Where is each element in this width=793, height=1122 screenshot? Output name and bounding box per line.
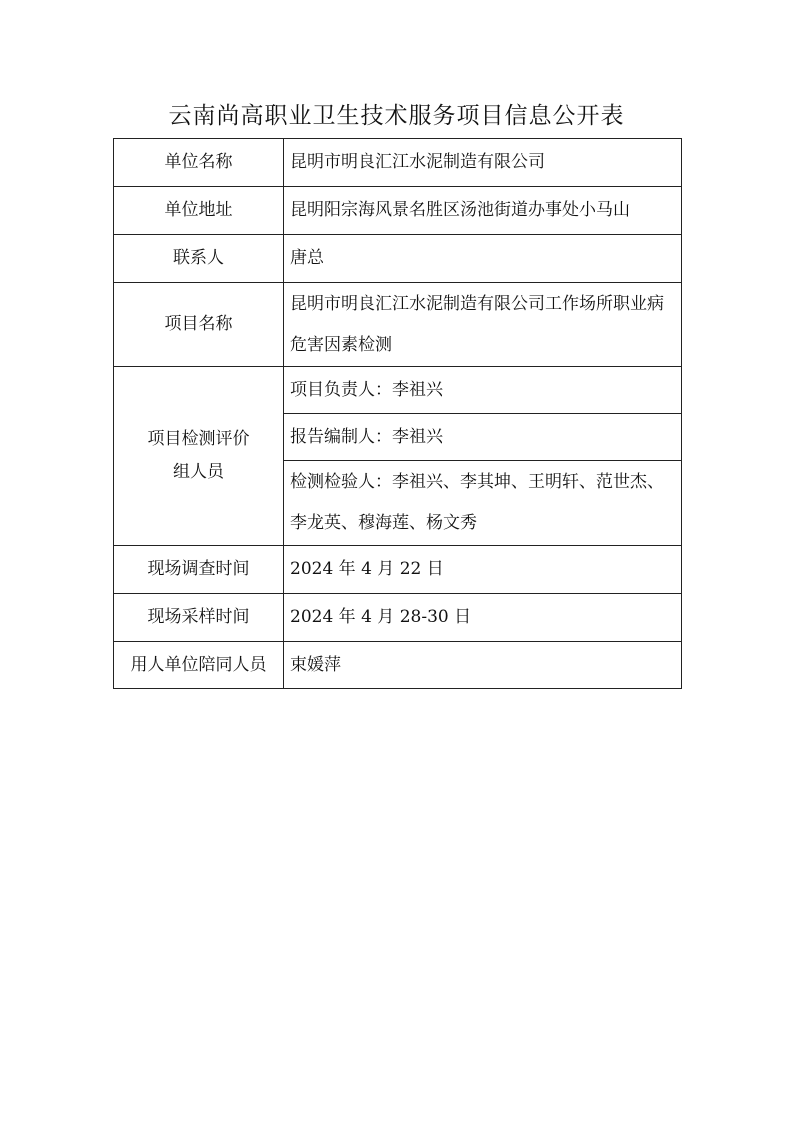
row-escort [114,642,682,689]
escort-label: 用人单位陪同人员 [114,642,284,689]
sampling-time-value: 2024 年 4 月 28-30 日 [284,594,682,642]
survey-time-value: 2024 年 4 月 22 日 [284,546,682,594]
survey-time-label: 现场调查时间 [114,546,284,594]
project-name-label: 项目名称 [114,283,284,367]
contact-label: 联系人 [114,235,284,283]
row-sampling-time [114,594,682,642]
row-unit-address [114,187,682,235]
unit-name-value: 昆明市明良汇江水泥制造有限公司 [284,139,682,187]
row-project-name [114,283,682,367]
team-label: 项目检测评价组人员 [114,367,284,546]
unit-address-value: 昆明阳宗海风景名胜区汤池街道办事处小马山 [284,187,682,235]
row-survey-time [114,546,682,594]
unit-address-label: 单位地址 [114,187,284,235]
document-title: 云南尚高职业卫生技术服务项目信息公开表 [168,103,625,129]
escort-value: 束媛萍 [284,642,682,689]
row-contact [114,235,682,283]
team-inspectors-value: 检测检验人：李祖兴、李其坤、王明轩、范世杰、李龙英、穆海莲、杨文秀 [284,461,682,546]
row-unit-name [114,139,682,187]
row-team-leader [114,367,682,414]
contact-value: 唐总 [284,235,682,283]
project-name-value: 昆明市明良汇江水泥制造有限公司工作场所职业病危害因素检测 [284,283,682,367]
team-leader-value: 项目负责人：李祖兴 [284,367,682,414]
info-table [113,138,682,689]
sampling-time-label: 现场采样时间 [114,594,284,642]
unit-name-label: 单位名称 [114,139,284,187]
team-report-author-value: 报告编制人：李祖兴 [284,414,682,461]
